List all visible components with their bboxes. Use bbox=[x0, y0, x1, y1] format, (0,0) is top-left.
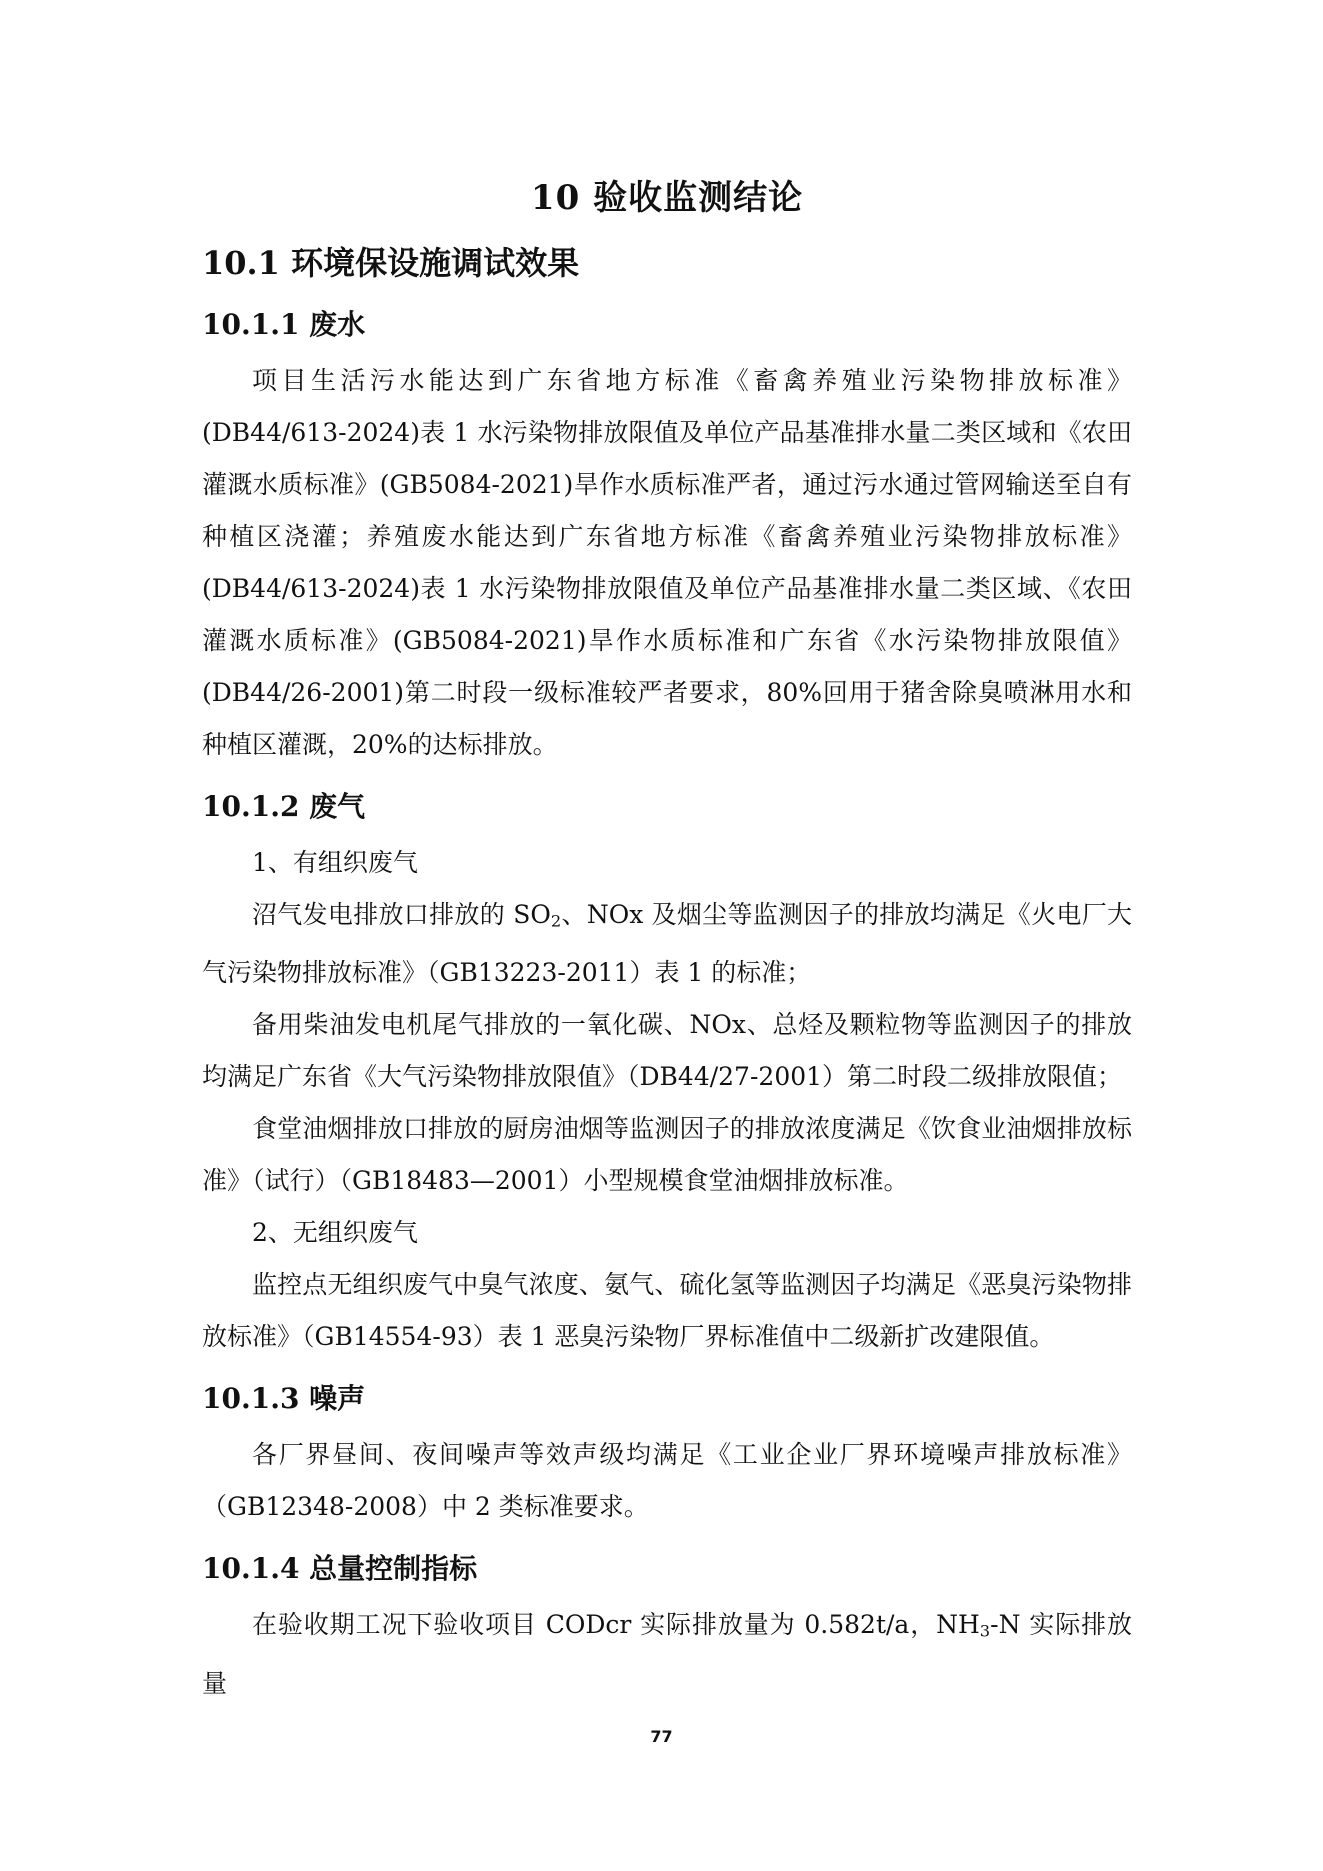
total-control-text-a: 在验收期工况下验收项目 CODcr 实际排放量为 0.582t/a，NH bbox=[252, 1610, 980, 1640]
unorganized-exhaust-label: 2、无组织废气 bbox=[252, 1218, 418, 1248]
page-content bbox=[202, 170, 1132, 1710]
so2-subscript: 2 bbox=[550, 911, 562, 931]
biogas-paragraph-text-b: 、NOx 及烟尘等监测因子的排放均满足《火电厂大气污染物排放标准》（GB13223-2011）表 1 的标准； bbox=[202, 900, 1132, 988]
section-heading-10-1-3: 10.1.3 噪声 bbox=[202, 1382, 366, 1416]
section-heading-10-1-2: 10.1.2 废气 bbox=[202, 790, 366, 823]
total-control-paragraph bbox=[202, 1599, 1132, 1709]
canteen-fume-paragraph: 食堂油烟排放口排放的厨房油烟等监测因子的排放浓度满足《饮食业油烟排放标准》（试行）（GB18483—2001）小型规模食堂油烟排放标准。 bbox=[202, 1114, 1132, 1196]
page-number: 77 bbox=[650, 1727, 673, 1746]
biogas-paragraph-text-a: 沼气发电排放口排放的 SO bbox=[252, 900, 551, 929]
wastewater-paragraph: 项目生活污水能达到广东省地方标准《畜禽养殖业污染物排放标准》(DB44/613-2024)表 1 水污染物排放限值及单位产品基准排水量二类区域和《农田灌溉水质标准》(GB5084-2021)旱作水质标准严者，通过污水通过管网输送至自有种植区浇灌；养殖废水能达到广东省地方标准《畜禽养殖业污染物排放标准》(DB44/613-2024)表 1 水污染物排放限值及单位产品基准排水量二类区域、《农田灌溉水质标准》(GB5084-2021)旱作水质标准和广东省《水污染物排放限值》(DB44/26-2001)第二时段一级标准较严者要求，80%回用于猪舍除臭喷淋用水和种植区灌溉，20%的达标排放。 bbox=[202, 366, 1132, 759]
section-heading-10-1-4: 10.1.4 总量控制指标 bbox=[202, 1552, 478, 1586]
noise-paragraph: 各厂界昼间、夜间噪声等效声级均满足《工业企业厂界环境噪声排放标准》（GB12348-2008）中 2 类标准要求。 bbox=[202, 1440, 1132, 1522]
odor-monitoring-paragraph: 监控点无组织废气中臭气浓度、氨气、硫化氢等监测因子均满足《恶臭污染物排放标准》（GB14554-93）表 1 恶臭污染物厂界标准值中二级新扩改建限值。 bbox=[202, 1270, 1132, 1352]
chapter-title: 10 验收监测结论 bbox=[530, 178, 804, 218]
biogas-generator-paragraph bbox=[202, 889, 1132, 999]
section-heading-10-1: 10.1 环境保设施调试效果 bbox=[202, 244, 580, 282]
total-control-text-b: -N 实际排放量 bbox=[202, 1610, 1132, 1698]
nh3-subscript: 3 bbox=[979, 1621, 991, 1641]
diesel-generator-paragraph: 备用柴油发电机尾气排放的一氧化碳、NOx、总烃及颗粒物等监测因子的排放均满足广东省《大气污染物排放限值》（DB44/27-2001）第二时段二级排放限值； bbox=[202, 1010, 1132, 1092]
section-heading-10-1-1: 10.1.1 废水 bbox=[202, 308, 366, 341]
organized-exhaust-label: 1、有组织废气 bbox=[252, 848, 418, 877]
